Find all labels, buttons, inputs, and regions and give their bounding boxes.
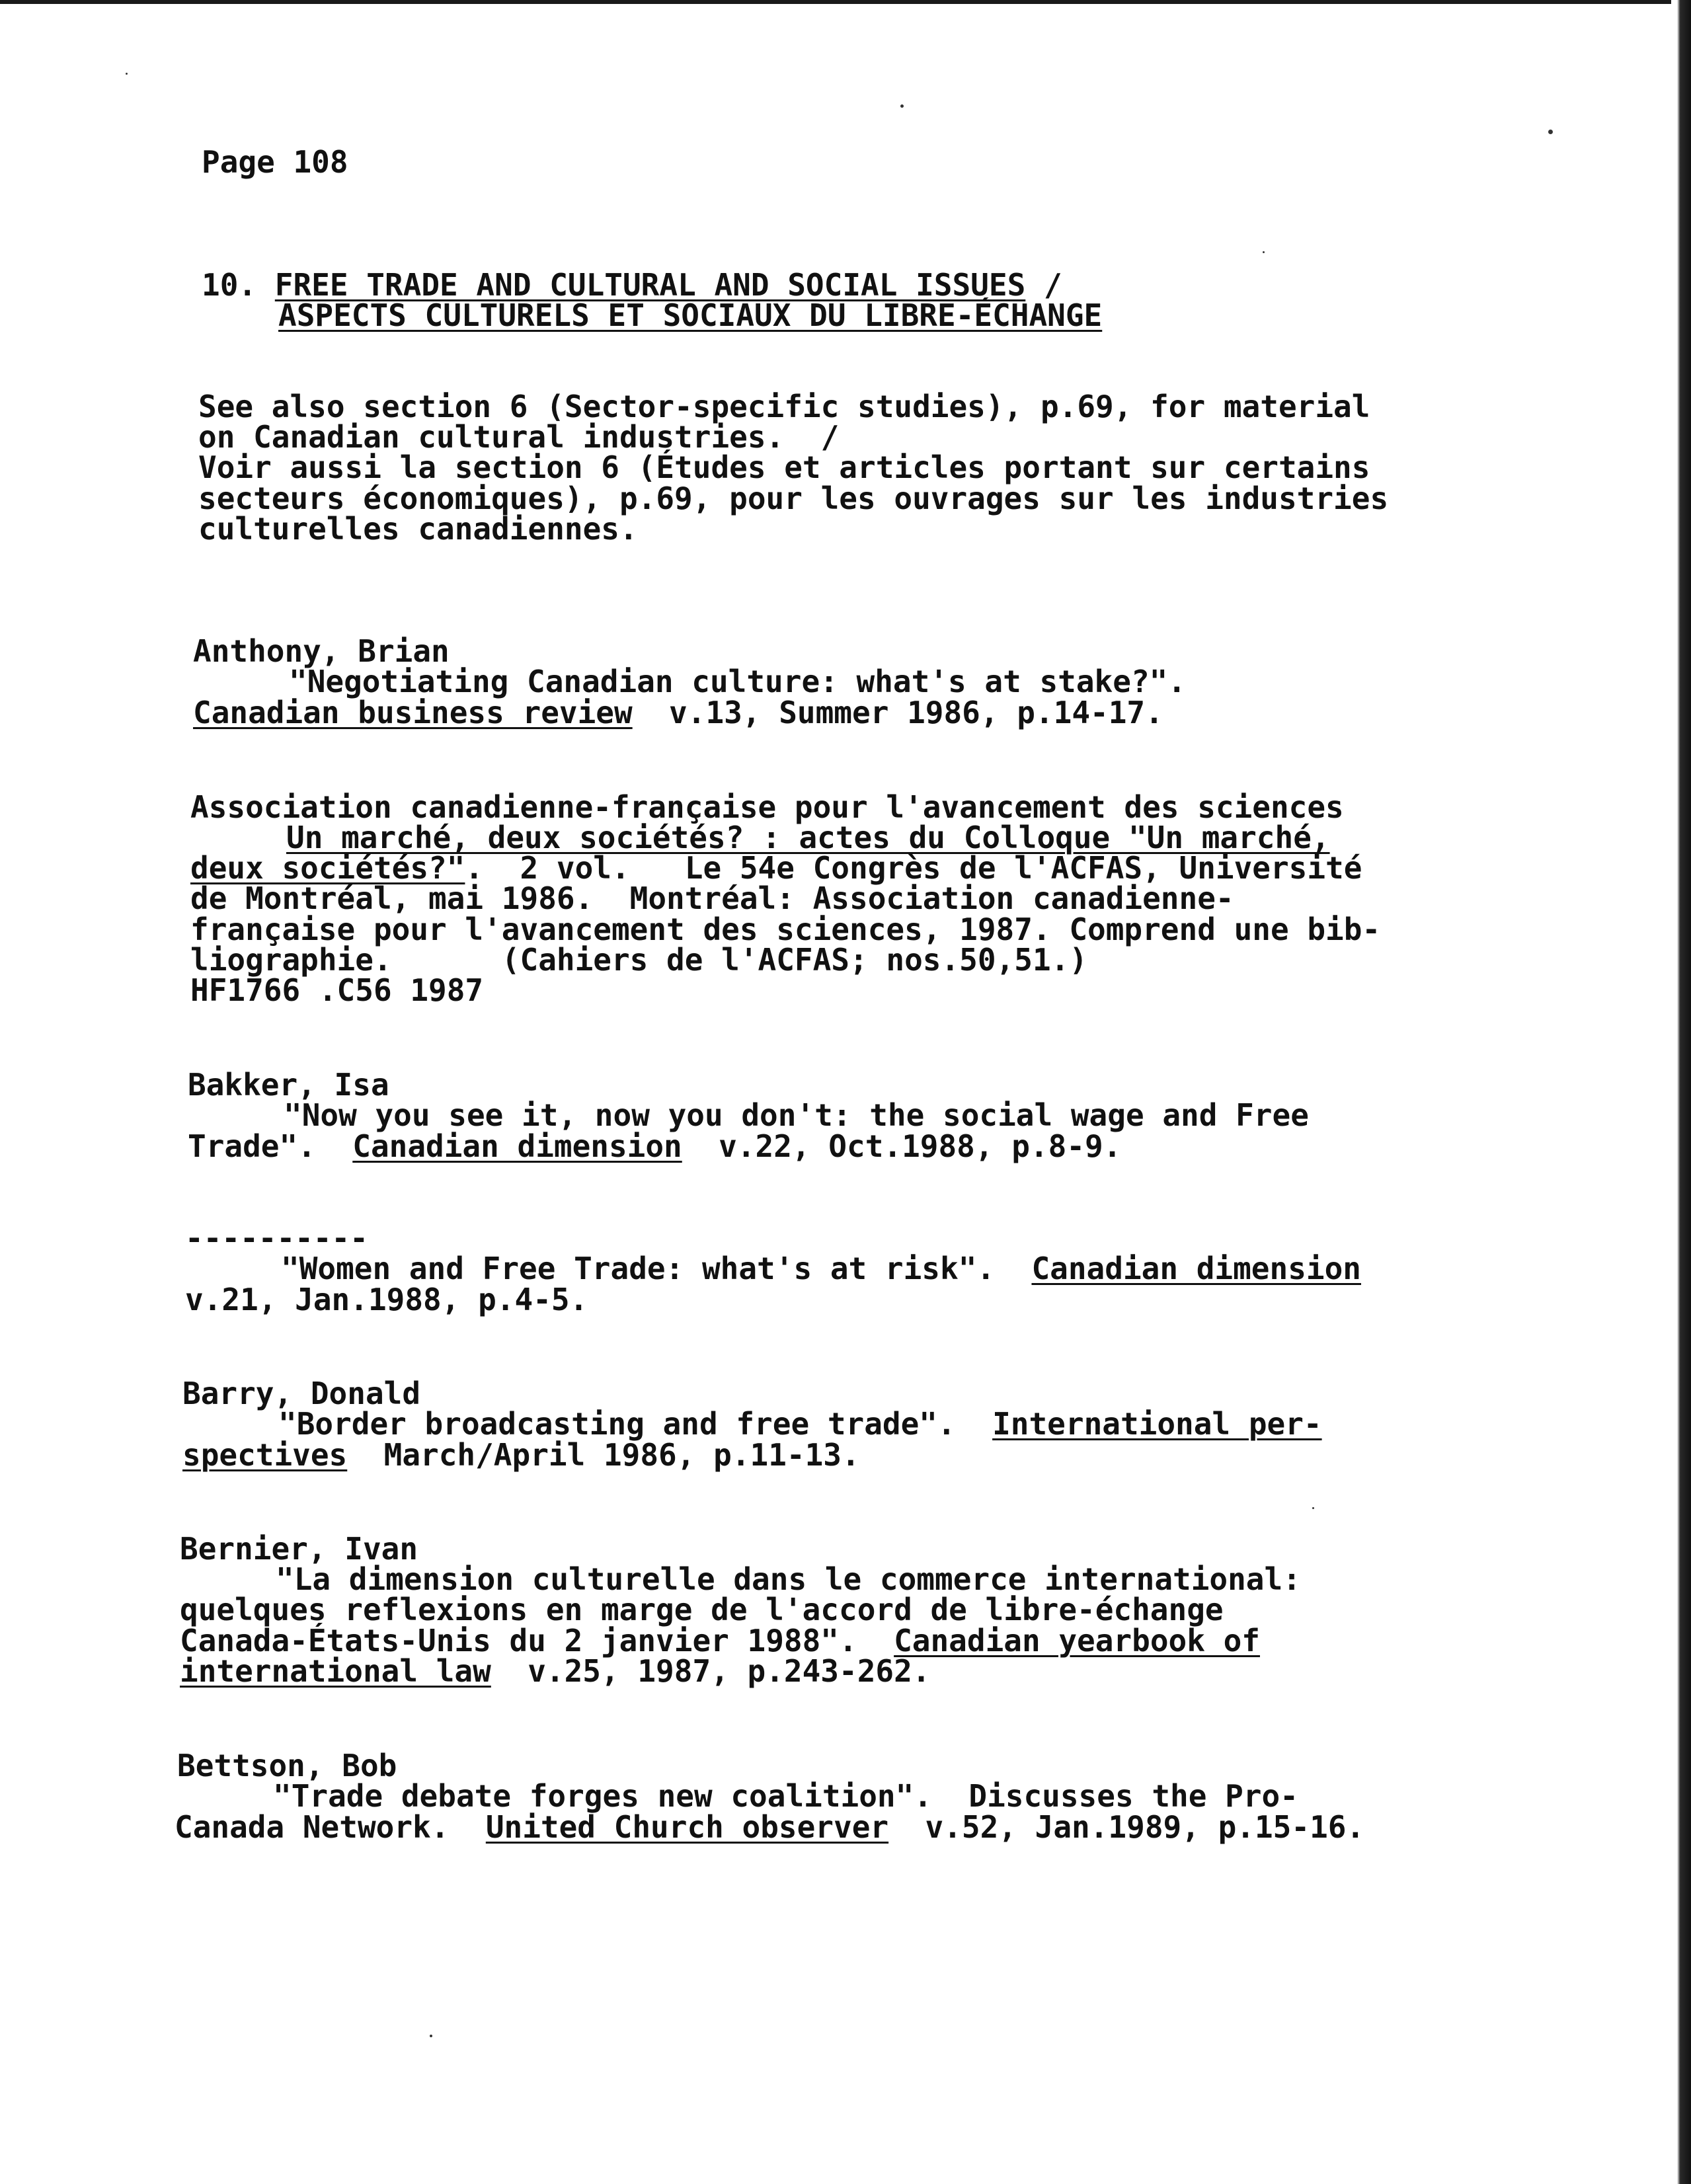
section-heading-line-2 bbox=[278, 297, 1103, 333]
entry-details: . 2 vol. Le 54e Congrès de l'ACFAS, Université bbox=[465, 850, 1362, 886]
section-title-fr: ASPECTS CULTURELS ET SOCIAUX DU LIBRE-ÉCHANGE bbox=[278, 297, 1103, 333]
entry-author: Anthony, Brian bbox=[193, 633, 450, 669]
entry-citation-cont bbox=[182, 1437, 860, 1473]
see-also-line-2: on Canadian cultural industries. / bbox=[198, 419, 840, 455]
entry-citation bbox=[281, 1253, 1361, 1284]
call-number: HF1766 .C56 1987 bbox=[190, 972, 484, 1008]
journal-title: Canadian dimension bbox=[1031, 1251, 1361, 1286]
entry-title-line-2: Trade". bbox=[188, 1128, 353, 1164]
journal-title: Canadian dimension bbox=[352, 1128, 682, 1164]
book-title: Un marché, deux sociétés? : actes du Colloque "Un marché, bbox=[286, 820, 1330, 855]
see-also-line-4: secteurs économiques), p.69, pour les ouvrages sur les industries bbox=[198, 481, 1389, 516]
section-title-separator: / bbox=[1025, 267, 1062, 303]
entry-title: "Border broadcasting and free trade". bbox=[278, 1406, 993, 1442]
citation-details: v.25, 1987, p.243-262. bbox=[491, 1653, 931, 1689]
see-also-line-1: See also section 6 (Sector-specific studies), p.69, for material bbox=[198, 389, 1370, 424]
citation-details: v.22, Oct.1988, p.8-9. bbox=[682, 1128, 1122, 1164]
entry-citation bbox=[175, 1809, 1365, 1845]
entry-author: Bakker, Isa bbox=[188, 1067, 389, 1103]
citation-details: March/April 1986, p.11-13. bbox=[347, 1437, 860, 1473]
entry-citation bbox=[180, 1625, 1260, 1656]
section-title-en: FREE TRADE AND CULTURAL AND SOCIAL ISSUES bbox=[274, 267, 1026, 303]
repeat-author-dash: ---------- bbox=[185, 1220, 368, 1256]
entry-title-line-2: quelques reflexions en marge de l'accord de libre-échange bbox=[180, 1592, 1224, 1627]
entry-author: Barry, Donald bbox=[182, 1376, 421, 1411]
journal-title-cont: spectives bbox=[182, 1437, 348, 1473]
entry-author: Bettson, Bob bbox=[177, 1748, 397, 1783]
journal-title: Canadian yearbook of bbox=[894, 1623, 1260, 1658]
entry-citation bbox=[193, 697, 1163, 728]
see-also-line-3: Voir aussi la section 6 (Études et articles portant sur certains bbox=[198, 449, 1370, 485]
entry-details-line-4: française pour l'avancement des sciences, 1987. Comprend une bib- bbox=[190, 912, 1381, 947]
entry-author: Bernier, Ivan bbox=[180, 1531, 418, 1567]
entry-details-line-5: liographie. (Cahiers de l'ACFAS; nos.50,51.) bbox=[190, 942, 1088, 978]
entry-citation bbox=[278, 1406, 1322, 1442]
citation-details: v.13, Summer 1986, p.14-17. bbox=[632, 695, 1163, 730]
journal-title: International per- bbox=[992, 1406, 1322, 1442]
entry-title-line-1: "Trade debate forges new coalition". Discusses the Pro- bbox=[273, 1778, 1298, 1814]
citation-details: v.52, Jan.1989, p.15-16. bbox=[888, 1809, 1365, 1845]
entry-citation-cont bbox=[180, 1653, 931, 1689]
section-number: 10. bbox=[202, 267, 257, 303]
entry-title: "Women and Free Trade: what's at risk". bbox=[281, 1251, 1032, 1286]
entry-title-line-1 bbox=[286, 822, 1330, 853]
entry-details-line-3: de Montréal, mai 1986. Montréal: Association canadienne- bbox=[190, 880, 1234, 916]
section-heading-line-1 bbox=[202, 267, 1062, 303]
entry-title-line-1: "La dimension culturelle dans le commerce international: bbox=[276, 1561, 1301, 1597]
entry-title-line-2: Canada Network. bbox=[175, 1809, 486, 1845]
book-title-cont: deux sociétés?" bbox=[190, 850, 465, 886]
entry-title-line-3: Canada-États-Unis du 2 janvier 1988". bbox=[180, 1623, 894, 1658]
entry-author: Association canadienne-française pour l'avancement des sciences bbox=[190, 789, 1344, 825]
journal-title-cont: international law bbox=[180, 1653, 491, 1689]
journal-title: Canadian business review bbox=[193, 695, 633, 730]
entry-citation bbox=[188, 1128, 1122, 1164]
entry-title-line-1: "Now you see it, now you don't: the social wage and Free bbox=[284, 1097, 1309, 1133]
see-also-line-5: culturelles canadiennes. bbox=[198, 511, 638, 547]
page-number: Page 108 bbox=[202, 144, 348, 180]
journal-title: United Church observer bbox=[485, 1809, 889, 1845]
citation-details: v.21, Jan.1988, p.4-5. bbox=[185, 1282, 588, 1317]
entry-title-line-2 bbox=[190, 850, 1362, 886]
entry-title: "Negotiating Canadian culture: what's at stake?". bbox=[289, 664, 1187, 699]
